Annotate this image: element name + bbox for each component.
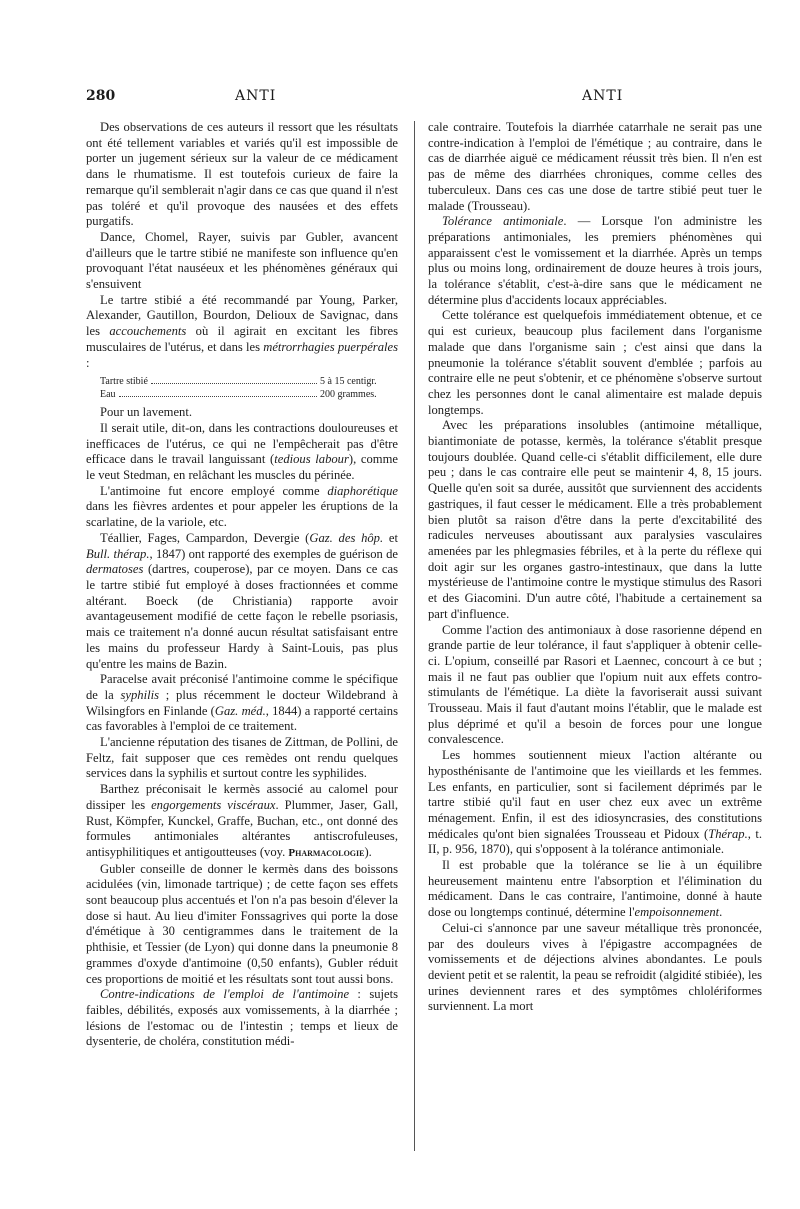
- dot-leader: [151, 383, 317, 384]
- column-divider: [414, 121, 415, 1151]
- paragraph: Avec les préparations insolubles (antimoine métallique, biantimoniate de potasse, kermès, la tolérance s'établit presque toujours doublée. Quand celle-ci s'établit difficilement, elle dure peu ; dans le cas contraire elle peut se maintenir 4, 8, 15 jours. Quelle qu'en soit sa durée, aussitôt que surviennent des accidents gastriques, il faut cesser le médicament. Elle a très probablement bien plutôt sa raison d'être dans la perte d'excitabilité des radicules nerveuses aboutissant aux paralysies vasculaires amenées par les phlegmasies fébriles, et à la perte du réflexe qui doit agir sur les organes gastro-intestinaux, que dans la lutte mystérieuse de l'antimoine contre le mystique stimulus des Rasori et des Giacomini. D'un autre côté, l'habitude a certainement sa part d'influence.: [428, 418, 762, 621]
- paragraph: Barthez préconisait le kermès associé au calomel pour dissiper les engorgements viscéraux. Plummer, Jaser, Gall, Rust, Kömpfer, Kunckel, Graffe, Buchan, etc., ont donné des formules antimoniales altérantes antiscrofuleuses, antisyphilitiques et antigoutteuses (voy. Pharmacologie).: [86, 782, 398, 859]
- ingredient-name: Tartre stibié: [100, 376, 148, 388]
- citation: Gaz. méd.: [214, 703, 266, 718]
- recipe-row: [86, 376, 398, 389]
- paragraph: Celui-ci s'annonce par une saveur métallique très prononcée, par des douleurs vives à l'épigastre accompagnées de vomissements et de déjections alvines abondantes. Le pouls devient petit et se ralentit, la peau se refroidit (algidité stibiée), les urines deviennent rares et des symptômes chlolériformes surviennent. La mort: [428, 920, 762, 1014]
- italic-term: tedious labour: [274, 452, 349, 467]
- left-column: [86, 120, 398, 1050]
- paragraph: L'ancienne réputation des tisanes de Zittman, de Pollini, de Feltz, fait supposer que ces remèdes ont rendu quelques services dans la syphilis et surtout contre les syphilides.: [86, 735, 398, 781]
- paragraph: Il serait utile, dit-on, dans les contractions douloureuses et inefficaces de l'utérus, ce qui ne l'empêcherait pas d'être efficace dans le travail languissant (tedious labour), comme le veut Stedman, en relâchant les muscles du périnée.: [86, 420, 398, 483]
- italic-term: accouchements: [109, 324, 187, 339]
- paragraph: Comme l'action des antimoniaux à dose rasorienne dépend en grande partie de leur tolérance, il faut s'appliquer à obtenir celle-ci. L'opium, conseillé par Rasori et Laennec, concourt à ce but ; mais il ne faut pas oublier que l'opium nuit aux effets contro-stimulants de l'émétique. La diète la favoriserait aussi suivant Trousseau. Mais il faut d'autant moins l'établir, que le malade est plus déprimé et qu'il a besoin de forces pour une longue convalescence.: [428, 622, 762, 747]
- citation: Bull. thérap.: [86, 546, 150, 561]
- recipe-list: [86, 376, 398, 401]
- citation: Gaz. des hôp.: [309, 530, 384, 545]
- paragraph: Cette tolérance est quelquefois immédiatement obtenue, et ce qui est curieux, beaucoup plus facilement dans l'organisme malade que dans l'organisme sain ; c'est ainsi que dans la pneumonie la tolérance s'établit souvent d'emblée ; parfois au contraire elle ne peut s'obtenir, et ce phénomène s'observe surtout chez les personnes dont le canal alimentaire est malade depuis longtemps.: [428, 308, 762, 417]
- page-number: 280: [86, 88, 116, 104]
- paragraph: Dance, Chomel, Rayer, suivis par Gubler, avancent d'ailleurs que le tartre stibié ne manifeste son influence qu'en provoquant l'état nauséeux et les phénomènes généraux qui s'ensuivent: [86, 229, 398, 292]
- paragraph: Il est probable que la tolérance se lie à un équilibre heureusement maintenu entre l'absorption et l'élimination du médicament. Dans le cas contraire, l'antimoine, donné à haute dose ou longtemps continué, détermine l'empoisonnement.: [428, 858, 762, 920]
- paragraph: Le tartre stibié a été recommandé par Young, Parker, Alexander, Gautillon, Bourdon, Delioux de Savignac, dans les accouchements où il agirait en excitant les fibres musculaires de l'utérus, et dans les métrorrhagies puerpérales :: [86, 292, 398, 370]
- paragraph: Les hommes soutiennent mieux l'action altérante ou hyposthénisante de l'antimoine que les vieillards et les femmes. Les enfants, en particulier, sont si facilement déprimés par le tartre stibié qu'il faut en user chez eux avec un extrême ménagement. Enfin, il est des idiosyncrasies, des constitutions médicales qu'ont bien signalées Trousseau et Pidoux (Thérap., t. II, p. 956, 1870), qui s'opposent à la tolérance antimoniale.: [428, 748, 762, 857]
- citation: Thérap.: [708, 826, 748, 841]
- ingredient-quantity: 200 grammes.: [320, 388, 377, 400]
- paragraph: Paracelse avait préconisé l'antimoine comme le spécifique de la syphilis ; plus récemment le docteur Wildebrand à Wilsingfors en Finlande (Gaz. méd., 1844) a rapporté certains cas favorables à l'emploi de ce traitement.: [86, 672, 398, 734]
- paragraph: Des observations de ces auteurs il ressort que les résultats ont été tellement variables et variés qu'il est impossible de porter un jugement sérieux sur la valeur de ce médicament dans le rhumatisme. Il est toutefois curieux de faire la remarque qu'il semblerait n'agir dans ce cas que quand il n'est pas toléré et qu'il provoque des nausées et des effets purgatifs.: [86, 120, 398, 229]
- paragraph: Contre-indications de l'emploi de l'antimoine : sujets faibles, débilités, exposés aux vomissements, à la diarrhée ; lésions de l'estomac ou de l'intestin ; temps et lieux de dysenterie, de choléra, constitution médi-: [86, 987, 399, 1049]
- paragraph: Téallier, Fages, Campardon, Devergie (Gaz. des hôp. et Bull. thérap., 1847) ont rapporté des exemples de guérison de dermatoses (dartres, couperose), par ce moyen. Dans ce cas le tartre stibié fut employé à doses fractionnées et comme altérant. Boeck (de Christiania) rapporte avoir avantageusement modifié de cette façon le rebelle psoriasis, mais ce traitement n'a donné aucun résultat satisfaisant entre les mains du professeur Hardy à Saint-Louis, pas plus qu'entre les mains de Bazin.: [86, 530, 398, 671]
- section-heading: Contre-indications de l'emploi de l'antimoine: [100, 987, 350, 1002]
- page-header: [0, 88, 800, 108]
- italic-term: empoisonnement: [634, 905, 720, 920]
- italic-term: syphilis: [120, 687, 159, 702]
- paragraph: Tolérance antimoniale. — Lorsque l'on administre les préparations antimoniales, les premiers phénomènes qui apparaissent c'est le vomissement et la diarrhée. Après un temps plus ou moins long, ordinairement de douze heures à trois jours, la tolérance s'établit, c'est-à-dire sans que le médicament ne détermine plus d'accidents locaux appréciables.: [428, 214, 762, 307]
- recipe-row: [86, 389, 398, 402]
- paragraph: Pour un lavement.: [100, 405, 192, 420]
- ingredient-quantity: 5 à 15 centigr.: [320, 376, 377, 388]
- dot-leader: [119, 396, 317, 397]
- right-column: [428, 120, 762, 1015]
- cross-reference: Pharmacologie: [288, 846, 365, 859]
- running-head-left: ANTI: [235, 88, 277, 104]
- running-head-right: ANTI: [582, 88, 624, 104]
- ingredient-name: Eau: [100, 388, 116, 400]
- paragraph: Gubler conseille de donner le kermès dans des boissons acidulées (vin, limonade tartrique) ; de cette façon ses effets sont beaucoup plus accentués et l'on n'a pas besoin d'élever la dose si haut. Au lieu d'imiter Fonssagrives qui porte la dose d'émétique à 30 centigrammes dans le traitement de la phthisie, et Tessier (de Lyon) qui donne dans la pneumonie 8 grammes d'oxyde d'antimoine (0,50 enfants), Gubler réduit ces proportions de moitié et les résultats sont tout aussi bons.: [86, 861, 398, 986]
- paragraph: cale contraire. Toutefois la diarrhée catarrhale ne serait pas une contre-indication à l'emploi de l'émétique ; au contraire, dans le cas de diarrhée aiguë ce médicament réussit très bien. Il n'en est pas de même des diarrhées chroniques, comme celles des tuberculeux. Dans ces cas une dose de tartre stibié peut tuer le malade (Trousseau).: [428, 120, 762, 213]
- italic-term: engorgements viscéraux: [151, 797, 276, 812]
- italic-term: diaphorétique: [327, 483, 398, 498]
- italic-term: dermatoses: [86, 562, 144, 577]
- section-heading: Tolérance antimoniale: [442, 214, 564, 229]
- paragraph: L'antimoine fut encore employé comme diaphorétique dans les fièvres ardentes et pour appeler les éruptions de la scarlatine, de la variole, etc.: [86, 483, 398, 530]
- italic-term: métrorrhagies puerpérales: [263, 339, 398, 354]
